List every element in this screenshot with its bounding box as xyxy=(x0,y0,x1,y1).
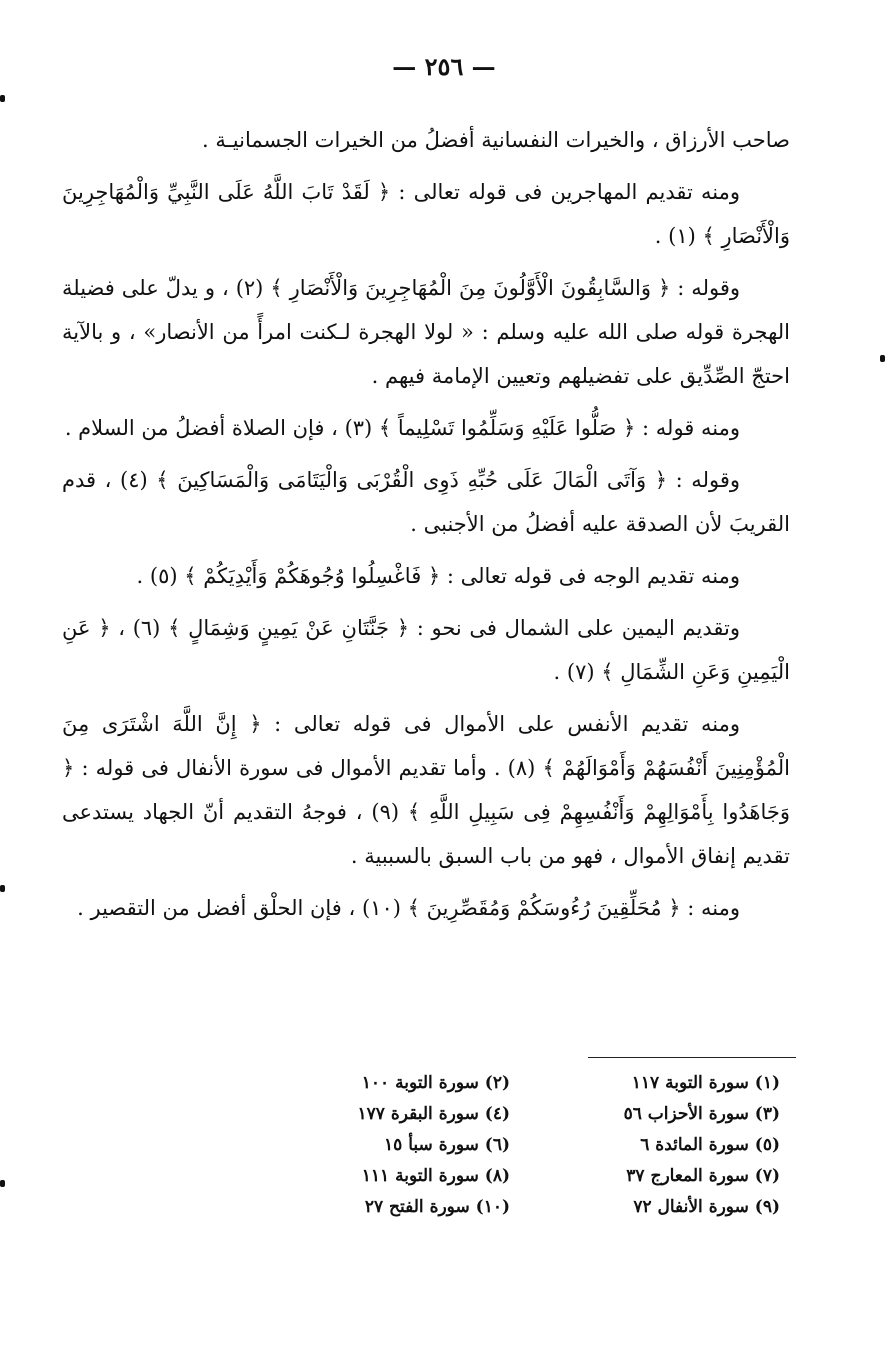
footnote-divider xyxy=(588,1057,796,1058)
footnote-item: (٣) سورة الأحزاب ٥٦ xyxy=(623,1104,780,1124)
footnote-item: (٩) سورة الأنفال ٧٢ xyxy=(633,1197,780,1217)
body-text xyxy=(62,118,790,938)
page-number: — ٢٥٦ — xyxy=(392,52,496,81)
footnote-item: (٢) سورة التوبة ١٠٠ xyxy=(361,1073,510,1093)
paragraph: ومنه تقديم الوجه فى قوله تعالى : ﴿ فَاغْسِلُوا وُجُوهَكُمْ وَأَيْدِيَكُمْ ﴾ (٥) . xyxy=(136,564,740,588)
paragraph: وتقديم اليمين على الشمال فى نحو : ﴿ جَنَّتَانِ عَنْ يَمِينٍ وَشِمَالٍ ﴾ (٦) ، ﴿ عَنِ الْيَمِينِ وَعَنِ الشِّمَالِ ﴾ (٧) . xyxy=(62,616,790,684)
margin-mark xyxy=(0,1180,5,1187)
paragraph: صاحب الأرزاق ، والخيرات النفسانية أفضلُ من الخيرات الجسمانيـة . xyxy=(202,128,790,152)
paragraph: ومنه قوله : ﴿ صَلُّوا عَلَيْهِ وَسَلِّمُوا تَسْلِيماً ﴾ (٣) ، فإن الصلاة أفضلُ من السلام . xyxy=(64,416,740,440)
margin-mark xyxy=(0,885,5,892)
footnote-item: (٤) سورة البقرة ١٧٧ xyxy=(357,1104,510,1124)
footnote-item: (٦) سورة سبأ ١٥ xyxy=(384,1135,510,1155)
footnote-item: (٧) سورة المعارج ٣٧ xyxy=(626,1166,780,1186)
margin-mark xyxy=(0,95,5,102)
paragraph: ومنه : ﴿ مُحَلِّقِينَ رُءُوسَكُمْ وَمُقَصِّرِينَ ﴾ (١٠) ، فإن الحلْق أفضل من التقصير . xyxy=(77,896,740,920)
footnotes xyxy=(250,1070,780,1221)
footnote-item: (١) سورة التوبة ١١٧ xyxy=(631,1073,780,1093)
footnote-item: (١٠) سورة الفتح ٢٧ xyxy=(364,1197,510,1217)
margin-mark xyxy=(880,355,885,362)
paragraph: وقوله : ﴿ وَآتَى الْمَالَ عَلَى حُبِّهِ ذَوِى الْقُرْبَى وَالْيَتَامَى وَالْمَسَاكِينَ ﴾ (٤) ، قدم القريبَ لأن الصدقة عليه أفضلُ من الأجنبى . xyxy=(62,468,790,536)
footnote-item: (٨) سورة التوبة ١١١ xyxy=(361,1166,510,1186)
paragraph: وقوله : ﴿ وَالسَّابِقُونَ الْأَوَّلُونَ مِنَ الْمُهَاجِرِينَ وَالْأَنْصَارِ ﴾ (٢) ، و يدلّ على فضيلة الهجرة قوله صلى الله عليه وسلم : « لولا الهجرة لـكنت امرأً من الأنصار» ، و بالآية احتجّ الصِّدِّيق على تفضيلهم وتعيين الإمامة فيهم . xyxy=(62,276,790,388)
footnote-item: (٥) سورة المائدة ٦ xyxy=(640,1135,780,1155)
paragraph: ومنه تقديم الأنفس على الأموال فى قوله تعالى : ﴿ إِنَّ اللَّهَ اشْتَرَى مِنَ الْمُؤْمِنِينَ أَنْفُسَهُمْ وَأَمْوَالَهُمْ ﴾ (٨) . وأما تقديم الأموال فى سورة الأنفال فى قوله : ﴿ وَجَاهَدُوا بِأَمْوَالِهِمْ وَأَنْفُسِهِمْ فِى سَبِيلِ اللَّهِ ﴾ (٩) ، فوجهُ التقديم أنّ الجهاد يستدعى تقديم إنفاق الأموال ، فهو من باب السبق بالسببية . xyxy=(62,712,790,868)
paragraph: ومنه تقديم المهاجرين فى قوله تعالى : ﴿ لَقَدْ تَابَ اللَّهُ عَلَى النَّبِيِّ وَالْمُهَاجِرِينَ وَالْأَنْصَارِ ﴾ (١) . xyxy=(62,180,790,248)
